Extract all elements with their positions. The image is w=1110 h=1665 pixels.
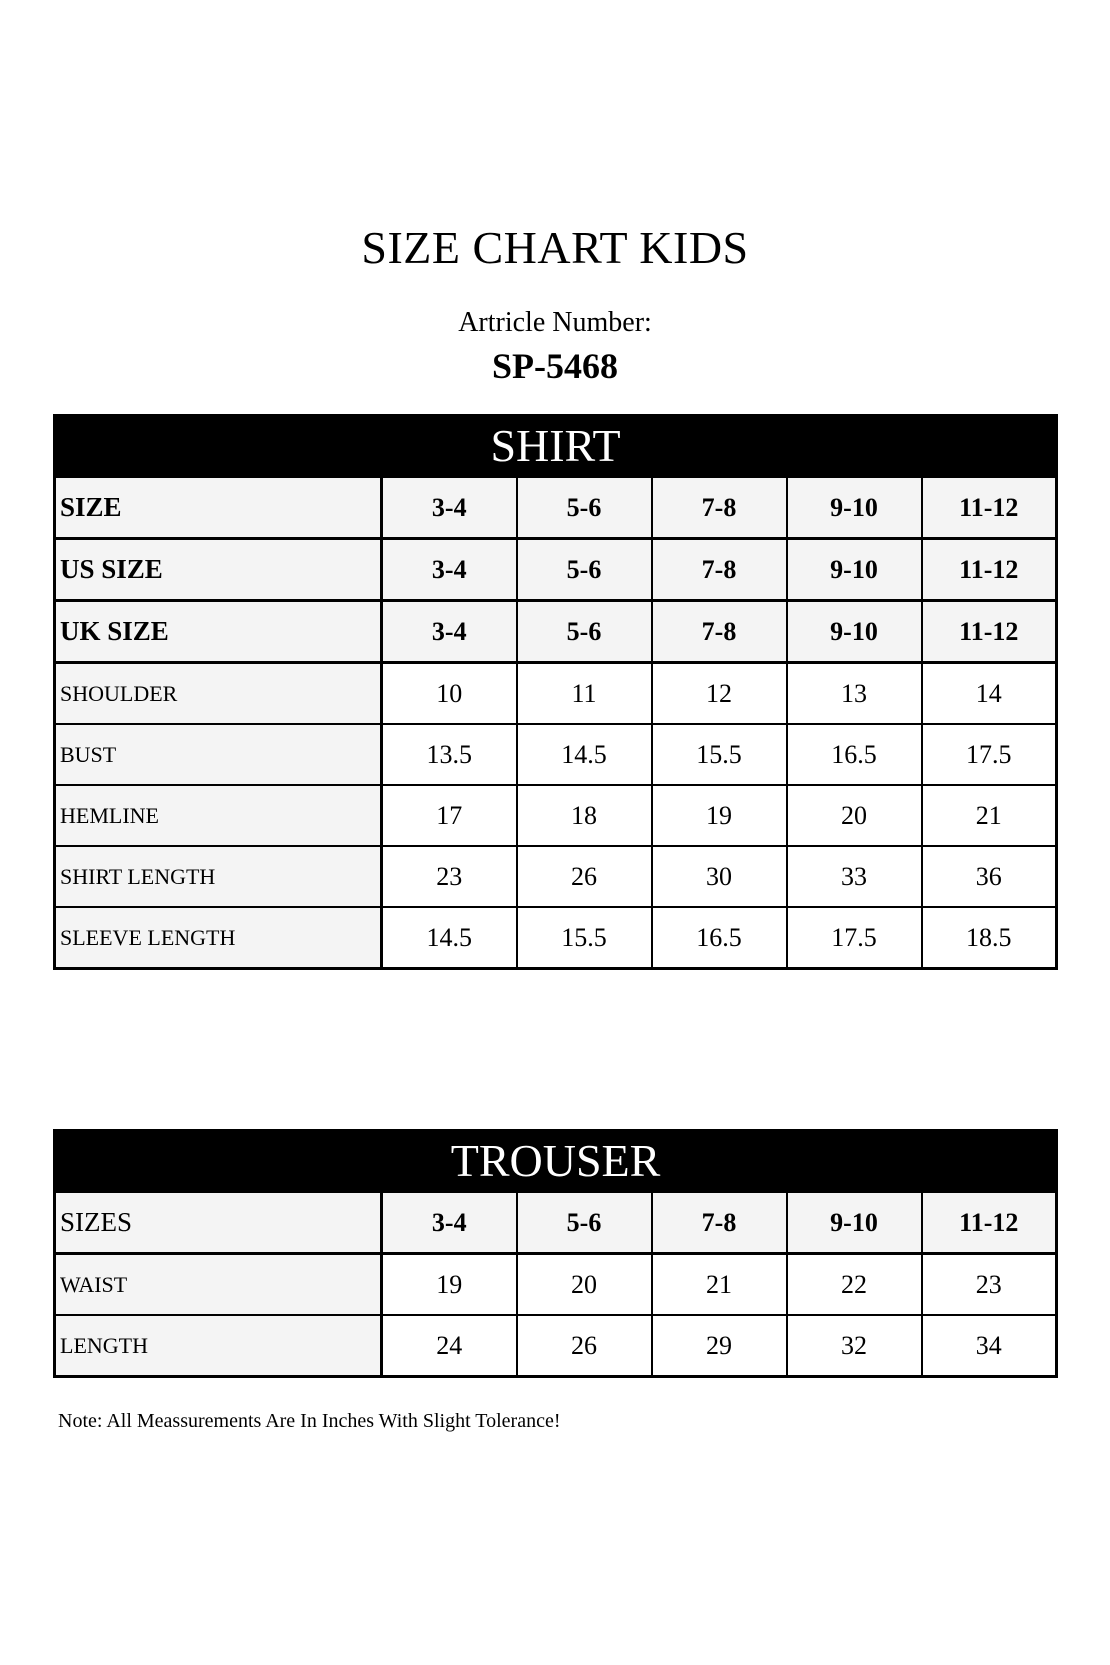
row-label: HEMLINE (55, 785, 382, 846)
table-cell: 16.5 (787, 724, 922, 785)
table-row (55, 663, 1057, 725)
table-cell: 5-6 (517, 601, 652, 663)
table-row (55, 907, 1057, 969)
table-cell: 7-8 (652, 477, 787, 539)
table-cell: 11-12 (922, 1192, 1057, 1254)
row-label: WAIST (55, 1254, 382, 1316)
table-cell: 30 (652, 846, 787, 907)
table-cell: 3-4 (382, 539, 517, 601)
trouser-size-table (53, 1129, 1058, 1378)
table-cell: 13.5 (382, 724, 517, 785)
row-label: SIZE (55, 477, 382, 539)
table-cell: 14.5 (382, 907, 517, 969)
table-cell: 32 (787, 1315, 922, 1377)
table-cell: 3-4 (382, 601, 517, 663)
row-label: SHIRT LENGTH (55, 846, 382, 907)
table-cell: 7-8 (652, 1192, 787, 1254)
table-cell: 18.5 (922, 907, 1057, 969)
table-cell: 17.5 (922, 724, 1057, 785)
table-cell: 9-10 (787, 477, 922, 539)
table-cell: 20 (517, 1254, 652, 1316)
table-cell: 5-6 (517, 539, 652, 601)
table-cell: 11-12 (922, 601, 1057, 663)
row-label: SIZES (55, 1192, 382, 1254)
table-cell: 9-10 (787, 539, 922, 601)
table-cell: 3-4 (382, 1192, 517, 1254)
article-number: SP-5468 (492, 346, 618, 386)
table-cell: 21 (652, 1254, 787, 1316)
table-cell: 17.5 (787, 907, 922, 969)
table-cell: 7-8 (652, 539, 787, 601)
table-cell: 23 (922, 1254, 1057, 1316)
table-row (55, 1192, 1057, 1254)
row-label: LENGTH (55, 1315, 382, 1377)
table-cell: 14.5 (517, 724, 652, 785)
table-row (55, 1315, 1057, 1377)
table-cell: 11 (517, 663, 652, 725)
article-number-label: Artricle Number: (458, 307, 652, 338)
table-cell: 15.5 (652, 724, 787, 785)
table-cell: 9-10 (787, 601, 922, 663)
table-cell: 22 (787, 1254, 922, 1316)
table-cell: 20 (787, 785, 922, 846)
table-cell: 14 (922, 663, 1057, 725)
table-cell: 3-4 (382, 477, 517, 539)
table-cell: 10 (382, 663, 517, 725)
table-cell: 11-12 (922, 539, 1057, 601)
measurement-note: Note: All Meassurements Are In Inches With Slight Tolerance! (58, 1410, 561, 1432)
table-row (55, 539, 1057, 601)
table-row (55, 1254, 1057, 1316)
table-cell: 12 (652, 663, 787, 725)
table-cell: 13 (787, 663, 922, 725)
table-cell: 23 (382, 846, 517, 907)
row-label: SHOULDER (55, 663, 382, 725)
table-cell: 29 (652, 1315, 787, 1377)
table-cell: 19 (652, 785, 787, 846)
table-cell: 24 (382, 1315, 517, 1377)
table-cell: 33 (787, 846, 922, 907)
table-cell: 17 (382, 785, 517, 846)
row-label: US SIZE (55, 539, 382, 601)
table-row (55, 724, 1057, 785)
table-cell: 5-6 (517, 1192, 652, 1254)
row-label: BUST (55, 724, 382, 785)
table-cell: 36 (922, 846, 1057, 907)
trouser-table-header: TROUSER (55, 1131, 1057, 1192)
row-label: SLEEVE LENGTH (55, 907, 382, 969)
table-cell: 5-6 (517, 477, 652, 539)
table-cell: 11-12 (922, 477, 1057, 539)
table-row (55, 846, 1057, 907)
table-row (55, 601, 1057, 663)
table-cell: 7-8 (652, 601, 787, 663)
table-row (55, 477, 1057, 539)
shirt-table-header: SHIRT (55, 416, 1057, 477)
table-cell: 9-10 (787, 1192, 922, 1254)
table-cell: 15.5 (517, 907, 652, 969)
shirt-size-table (53, 414, 1058, 970)
table-cell: 21 (922, 785, 1057, 846)
table-cell: 19 (382, 1254, 517, 1316)
table-row (55, 785, 1057, 846)
table-cell: 16.5 (652, 907, 787, 969)
table-cell: 18 (517, 785, 652, 846)
table-cell: 26 (517, 1315, 652, 1377)
table-cell: 34 (922, 1315, 1057, 1377)
table-cell: 26 (517, 846, 652, 907)
page-title: SIZE CHART KIDS (361, 222, 749, 273)
row-label: UK SIZE (55, 601, 382, 663)
